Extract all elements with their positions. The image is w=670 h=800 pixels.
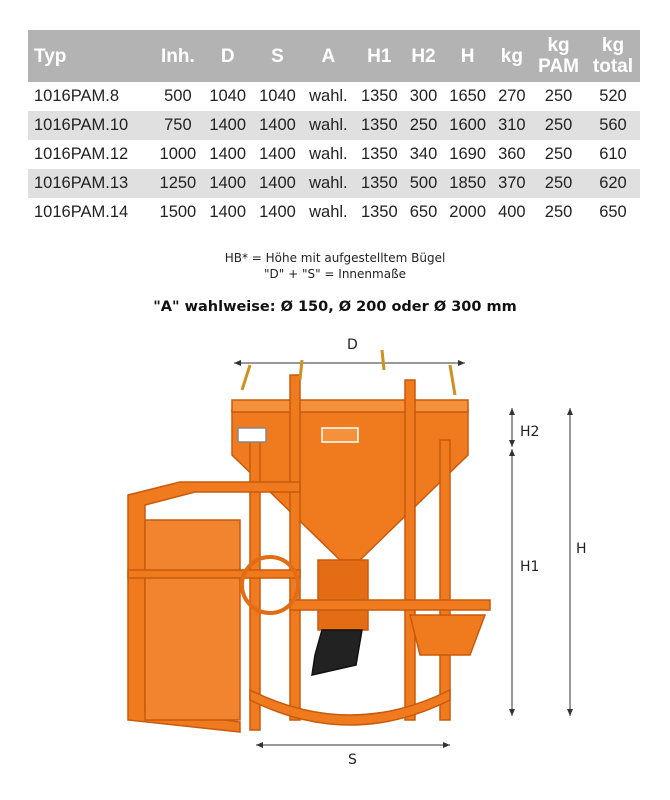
table-cell: 1016PAM.8	[34, 87, 119, 105]
column-header-text: D	[220, 45, 235, 67]
base-ring	[250, 690, 450, 725]
table-cell: 370	[498, 174, 526, 192]
table-cell: 250	[544, 116, 573, 134]
table-cell: 500	[409, 174, 438, 192]
dim-h1-label: H1	[520, 559, 540, 575]
table-cell: 250	[544, 174, 573, 192]
table-cell: 310	[498, 116, 526, 134]
column-header-text: H	[460, 45, 475, 67]
bucket-outlet	[318, 560, 368, 630]
table-cell: wahl.	[309, 174, 348, 192]
table-cell: 1040	[209, 87, 247, 105]
outlet-option-note: "A" wahlweise: Ø 150, Ø 200 oder Ø 300 mm	[153, 299, 517, 315]
outlet-sleeve	[312, 630, 362, 675]
table-cell: 560	[599, 116, 627, 134]
table-cell: 1600	[449, 116, 487, 134]
side-tray	[410, 615, 485, 655]
table-cell: 1400	[259, 203, 296, 221]
dim-h-label: H	[576, 541, 587, 557]
table-cell: 250	[409, 116, 438, 134]
table-cell: 1400	[209, 174, 247, 192]
table-cell: 1016PAM.14	[34, 203, 129, 221]
table-cell: 620	[599, 174, 627, 192]
column-header-text: Inh.	[161, 45, 195, 67]
table-cell: 1350	[360, 87, 398, 105]
table-cell: 1400	[259, 116, 296, 134]
table-cell: 1016PAM.13	[34, 174, 129, 192]
table-cell: 2000	[449, 203, 487, 221]
table-cell: 1350	[360, 203, 398, 221]
table-cell: 1400	[209, 145, 247, 163]
dim-s-label: S	[348, 752, 357, 768]
table-cell: 650	[409, 203, 438, 221]
table-cell: 1690	[449, 145, 487, 163]
table-cell: wahl.	[309, 87, 348, 105]
table-cell: 250	[544, 87, 573, 105]
table-cell: 1400	[259, 174, 296, 192]
table-cell: 250	[544, 145, 573, 163]
column-header-text: Typ	[34, 45, 67, 67]
table-cell: 1250	[159, 174, 197, 192]
table-cell: 340	[409, 145, 438, 163]
note-hb: HB* = Höhe mit aufgestelltem Bügel	[224, 251, 446, 265]
table-cell: wahl.	[309, 145, 348, 163]
table-cell: 1350	[360, 145, 398, 163]
column-header-text: A	[321, 45, 336, 67]
concrete-bucket	[128, 350, 490, 732]
table-cell: 520	[599, 87, 627, 105]
note-inner-dimensions: "D" + "S" = Innenmaße	[263, 267, 407, 281]
table-cell: 250	[544, 203, 573, 221]
table-cell: 750	[164, 116, 192, 134]
column-header-text: H2	[411, 45, 436, 67]
table-cell: 1400	[209, 203, 247, 221]
table-cell: 1000	[159, 145, 197, 163]
table-cell: 650	[599, 203, 627, 221]
table-cell: 1400	[259, 145, 296, 163]
dim-d-label: D	[347, 337, 358, 353]
table-cell: 1040	[259, 87, 296, 105]
column-header-text: total	[592, 56, 634, 77]
table-cell: 270	[498, 87, 526, 105]
column-header-text: kg	[500, 45, 523, 67]
column-header-text: kg	[547, 35, 570, 56]
column-header-text: H1	[367, 45, 392, 67]
column-header-text: S	[271, 45, 284, 67]
table-cell: 1400	[209, 116, 247, 134]
table-cell: 1016PAM.12	[34, 145, 129, 163]
lifting-chain	[242, 350, 455, 395]
table-cell: 1500	[159, 203, 197, 221]
table-cell: 1350	[360, 174, 398, 192]
table-cell: 1016PAM.10	[34, 116, 129, 134]
table-cell: 1650	[449, 87, 487, 105]
table-cell: 1850	[449, 174, 487, 192]
table-cell: 500	[164, 87, 192, 105]
dim-h2-label: H2	[520, 424, 540, 440]
column-header-text: kg	[601, 35, 625, 56]
table-cell: 1350	[360, 116, 398, 134]
column-header-text: PAM	[538, 56, 579, 77]
table-cell: 610	[599, 145, 627, 163]
table-cell: 400	[498, 203, 526, 221]
table-cell: 360	[498, 145, 526, 163]
platform-door	[145, 520, 240, 720]
table-cell: 300	[409, 87, 438, 105]
table-cell: wahl.	[309, 203, 348, 221]
table-cell: wahl.	[309, 116, 348, 134]
